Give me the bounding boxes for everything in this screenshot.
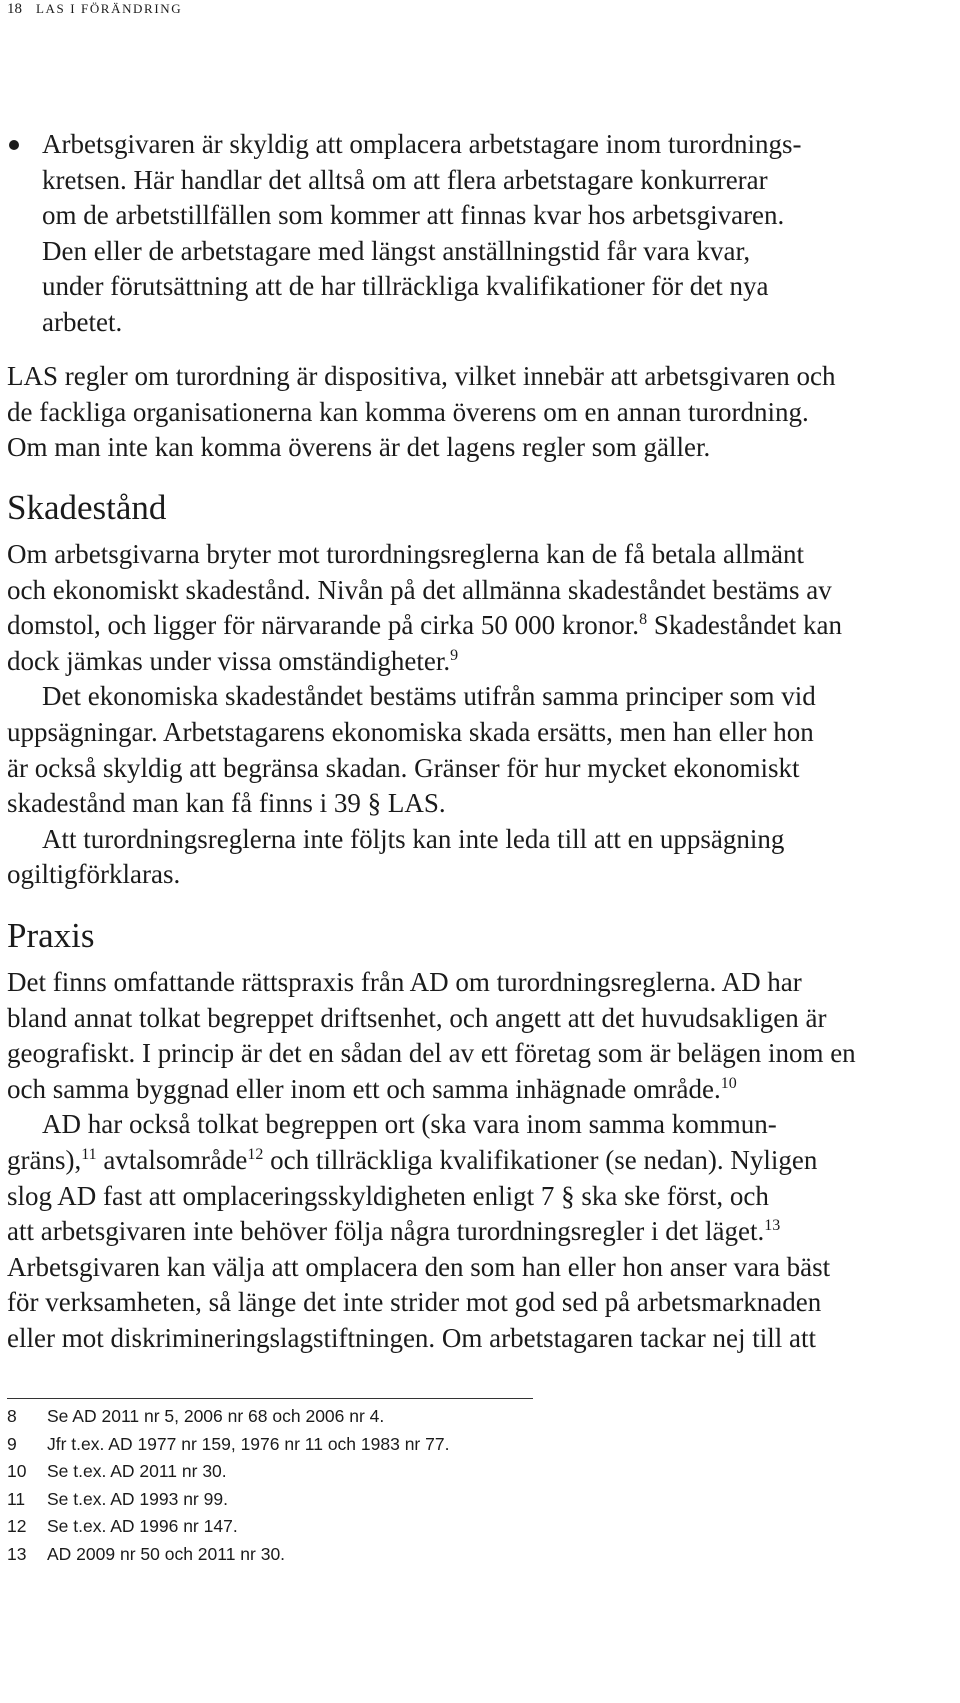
footnote-number: 9 (7, 1433, 17, 1454)
text-line: ogiltigförklaras. (7, 859, 181, 890)
footnote (7, 1403, 449, 1431)
text-line: under förutsättning att de har tillräckliga kvalifikationer för det nya (42, 271, 769, 302)
text-line: Arbetsgivaren är skyldig att omplacera arbetstagare inom turordnings- (42, 129, 802, 159)
paragraph (7, 537, 842, 679)
footnote-reference: 9 (450, 646, 459, 664)
footnote-divider (7, 1398, 533, 1399)
text-line: uppsägningar. Arbetstagarens ekonomiska skada ersätts, men han eller hon (7, 716, 814, 747)
footnote-reference: 12 (247, 1145, 264, 1163)
running-title: LAS I FÖRÄNDRING (36, 1, 183, 16)
text-line: slog AD fast att omplaceringsskyldigheten enligt 7 § ska ske först, och (7, 1180, 769, 1211)
footnote-reference: 13 (764, 1217, 781, 1235)
footnote-text: Se t.ex. AD 1993 nr 99. (47, 1488, 228, 1509)
text-line: och ekonomiskt skadestånd. Nivån på det allmänna skadeståndet bestäms av (7, 574, 832, 605)
text-line: om de arbetstillfällen som kommer att finnas kvar hos arbetsgivaren. (42, 200, 785, 231)
footnote-reference: 8 (639, 611, 648, 629)
section-body (7, 537, 842, 893)
text-line: arbetet. (42, 306, 123, 337)
footnote-text: Se t.ex. AD 2011 nr 30. (47, 1461, 227, 1482)
text-line: Om arbetsgivarna bryter mot turordningsreglerna kan de få betala allmänt (7, 539, 804, 569)
footnote-number: 10 (7, 1461, 27, 1482)
running-header (7, 0, 182, 18)
footnote-reference: 11 (81, 1145, 97, 1163)
text-line: Om man inte kan komma överens är det lagens regler som gäller. (7, 432, 711, 463)
text-segment: Skadeståndet kan (647, 610, 843, 641)
text-line: geografiskt. I princip är det en sådan del av ett företag som är belägen inom en (7, 1038, 856, 1069)
footnote-text: Se AD 2011 nr 5, 2006 nr 68 och 2006 nr 4. (47, 1406, 385, 1426)
text-segment: och tillräckliga kvalifikationer (se nedan). Nyligen (263, 1144, 818, 1175)
bullet-list-item (42, 127, 802, 341)
text-line: LAS regler om turordning är dispositiva, vilket innebär att arbetsgivaren och (7, 361, 836, 391)
footnote (7, 1541, 449, 1569)
text-line: eller mot diskrimineringslagstiftningen. Om arbetstagaren tackar nej till att (7, 1322, 817, 1353)
text-segment: gräns), (7, 1144, 82, 1175)
footnote-text: Se t.ex. AD 1996 nr 147. (47, 1516, 238, 1537)
text-segment: dock jämkas under vissa omständigheter. (7, 645, 451, 676)
paragraph (7, 359, 836, 466)
text-line (7, 608, 842, 644)
section-heading: Praxis (7, 916, 95, 955)
paragraph (7, 822, 842, 893)
text-line: Arbetsgivaren kan välja att omplacera den som han eller hon anser vara bäst (7, 1251, 831, 1282)
footnote (7, 1513, 449, 1541)
text-line: är också skyldig att begränsa skadan. Gränser för hur mycket ekonomiskt (7, 752, 800, 783)
text-line (7, 644, 842, 680)
text-segment: att arbetsgivaren inte behöver följa några turordningsregler i det läget. (7, 1216, 765, 1247)
paragraph (7, 965, 856, 1107)
text-line: de fackliga organisationerna kan komma överens om en annan turordning. (7, 396, 809, 427)
text-segment: avtalsområde (96, 1144, 248, 1175)
footnote-text: AD 2009 nr 50 och 2011 nr 30. (47, 1543, 286, 1564)
text-segment: domstol, och ligger för närvarande på cirka 50 000 kronor. (7, 610, 640, 641)
text-line: Det finns omfattande rättspraxis från AD om turordningsreglerna. AD har (7, 967, 802, 997)
text-line: för verksamheten, så länge det inte strider mot god sed på arbetsmarknaden (7, 1287, 822, 1318)
paragraph (7, 679, 842, 821)
footnotes (7, 1403, 449, 1569)
footnote (7, 1486, 449, 1514)
section-body (7, 965, 856, 1357)
bullet-icon (9, 140, 19, 150)
text-line: Att turordningsreglerna inte följts kan inte leda till att en uppsägning (42, 823, 785, 854)
footnote-number: 13 (7, 1543, 27, 1564)
footnote (7, 1431, 449, 1459)
footnote-reference: 10 (720, 1074, 737, 1092)
footnote (7, 1458, 449, 1486)
text-line: kretsen. Här handlar det alltså om att flera arbetstagare konkurrerar (42, 164, 768, 195)
footnote-text: Jfr t.ex. AD 1977 nr 159, 1976 nr 11 och 1983 nr 77. (47, 1433, 450, 1454)
text-line: bland annat tolkat begreppet driftsenhet, och angett att det huvudsakligen är (7, 1002, 827, 1033)
page-number: 18 (7, 1, 22, 17)
footnote-number: 8 (7, 1406, 17, 1426)
footnote-number: 12 (7, 1516, 27, 1537)
text-line: skadestånd man kan få finns i 39 § LAS. (7, 788, 446, 819)
text-line: AD har också tolkat begreppen ort (ska vara inom samma kommun- (42, 1109, 777, 1140)
text-line (7, 1072, 856, 1108)
text-line (7, 1143, 856, 1179)
text-line: Det ekonomiska skadeståndet bestäms utifrån samma principer som vid (42, 681, 816, 712)
text-line: Den eller de arbetstagare med längst anställningstid får vara kvar, (42, 235, 751, 266)
text-line (7, 1214, 856, 1250)
paragraph (7, 1107, 856, 1356)
text-segment: och samma byggnad eller inom ett och samma inhägnade område. (7, 1073, 721, 1104)
section-heading: Skadestånd (7, 488, 167, 527)
footnote-number: 11 (7, 1488, 26, 1509)
